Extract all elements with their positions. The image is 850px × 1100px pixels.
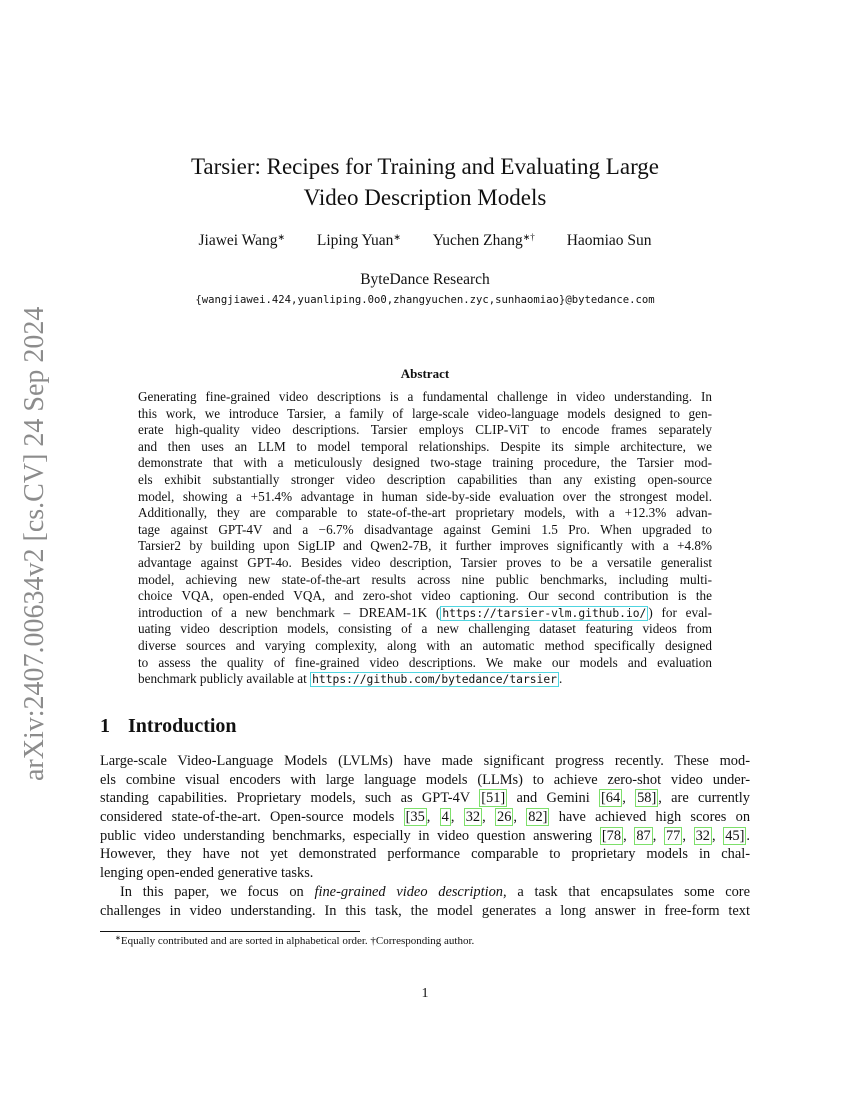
- emphasis-text: fine-grained video description: [314, 883, 503, 900]
- citation-link[interactable]: 4: [441, 809, 449, 826]
- citation-link[interactable]: 82]: [528, 809, 548, 826]
- body-line: els combine visual encoders with large language models (LLMs) to achieve zero-shot video under-: [100, 771, 750, 788]
- footnote-divider: [100, 931, 360, 932]
- body-line: standing capabilities. Proprietary models, such as GPT-4V [51] and Gemini [64 , 58] , are currently: [100, 790, 750, 807]
- citation-link[interactable]: 32: [695, 827, 710, 844]
- abstract-line: advantage against GPT-4o. Besides video description, Tarsier proves to be a versatile generalist: [138, 554, 712, 570]
- citation-link[interactable]: [78: [601, 827, 622, 844]
- abstract-line: introduction of a new benchmark – DREAM-1K ( https://tarsier-vlm.github.io/ ) for eval-: [138, 604, 713, 620]
- citation-link[interactable]: [51]: [481, 790, 506, 807]
- page-number: 1: [421, 986, 429, 1001]
- author-mark: ∗: [393, 232, 401, 242]
- arxiv-side-stamp: [5, 293, 65, 781]
- affiliation: ByteDance Research: [360, 271, 490, 288]
- arxiv-identifier: arXiv:2407.00634v2 [cs.CV] 24 Sep 2024: [19, 306, 50, 781]
- body-line: lenging open-ended generative tasks.: [100, 865, 314, 882]
- abstract-line: demonstrate that with a meticulously designed two-stage training procedure, the Tarsier mod-: [138, 455, 712, 471]
- project-page-link[interactable]: https://tarsier-vlm.github.io/: [442, 606, 647, 620]
- abstract-line: tage against GPT-4V and a −6.7% disadvantage against Gemini 1.5 Pro. When upgraded to: [138, 521, 712, 537]
- citation-link[interactable]: 45]: [725, 827, 745, 844]
- abstract-line: this work, we introduce Tarsier, a family of large-scale video-language models designed to gen-: [138, 405, 712, 421]
- author: Haomiao Sun: [566, 232, 652, 249]
- citation-link[interactable]: 87: [636, 827, 651, 844]
- abstract-body: [138, 389, 712, 688]
- abstract-line: and then uses an LLM to model temporal relationships. Despite its simple architecture, we: [138, 438, 712, 454]
- author: Liping Yuan∗: [316, 232, 401, 249]
- citation-link[interactable]: 26: [497, 809, 512, 826]
- citation-link[interactable]: 58]: [637, 790, 657, 807]
- abstract-line: model, showing a +51.4% advantage in human side-by-side evaluation over the strongest model.: [138, 488, 712, 504]
- section-title: Introduction: [128, 715, 237, 737]
- body-line: challenges in video understanding. In this task, the model generates a long answer in free-form text: [100, 902, 750, 919]
- paper-title: [120, 151, 730, 213]
- footnote-mark: ∗: [115, 934, 121, 942]
- author: Jiawei Wang∗: [198, 232, 285, 249]
- author-mark: ∗: [277, 232, 285, 242]
- abstract-line: benchmark publicly available at https://github.com/bytedance/tarsier .: [138, 671, 563, 687]
- author-list: [150, 232, 700, 250]
- title-line-2: Video Description Models: [303, 185, 547, 210]
- body-line: In this paper, we focus on fine-grained video description, a task that encapsulates some core: [120, 883, 750, 900]
- abstract-line: choice VQA, open-ended VQA, and zero-shot video captioning. Our second contribution is the: [138, 588, 712, 604]
- abstract-line: diverse sources and varying complexity, along with an automatic method specifically designed: [138, 637, 712, 653]
- citation-link[interactable]: 77: [665, 827, 681, 844]
- title-line-1: Tarsier: Recipes for Training and Evaluating Large: [190, 154, 660, 179]
- section-number: 1: [100, 715, 110, 737]
- abstract-line: Generating fine-grained video descriptions is a fundamental challenge in video understanding. In: [138, 389, 712, 404]
- abstract-line: uating video description models, consisting of a new challenging dataset featuring videos from: [138, 621, 712, 637]
- github-link[interactable]: https://github.com/bytedance/tarsier: [312, 673, 557, 687]
- author: Yuchen Zhang∗†: [432, 232, 535, 249]
- body-line: Large-scale Video-Language Models (LVLMs) have made significant progress recently. These mod-: [100, 753, 750, 769]
- abstract-line: to assess the quality of fine-grained video descriptions. We make our models and evaluation: [138, 654, 712, 670]
- section-heading: [100, 715, 400, 738]
- author-emails: {wangjiawei.424,yuanliping.0o0,zhangyuchen.zyc,sunhaomiao}@bytedance.com: [195, 294, 655, 306]
- citation-link[interactable]: [35: [405, 809, 425, 826]
- abstract-line: els exhibit substantially stronger video description capabilities than any existing open-source: [138, 471, 712, 487]
- footnote: ∗Equally contributed and are sorted in alphabetical order. †Corresponding author.: [115, 934, 475, 947]
- author-mark: ∗†: [522, 232, 535, 242]
- body-line: considered state-of-the-art. Open-source models [35 , 4 , 32 , 26 , 82] have achieved high scores on: [100, 809, 751, 826]
- abstract-line: erate high-quality video descriptions. Tarsier employs CLIP-ViT to encode frames separately: [138, 422, 712, 438]
- abstract-line: Additionally, they are comparable to state-of-the-art proprietary models, with a +12.3% advan-: [138, 505, 712, 521]
- introduction-body: [100, 752, 750, 920]
- abstract-line: model, achieving new state-of-the-art results across nine public benchmarks, including multi-: [138, 571, 712, 587]
- citation-link[interactable]: 32: [465, 809, 481, 826]
- citation-link[interactable]: [64: [601, 790, 621, 807]
- body-line: However, they have not yet demonstrated performance comparable to proprietary models in chal-: [100, 846, 750, 863]
- abstract-line: Tarsier2 by building upon SigLIP and Qwen2-7B, it further improves significantly with a +4.8%: [138, 538, 712, 554]
- body-line: public video understanding benchmarks, especially in video question answering [78 , 87 , 77 , 32 , 45] .: [100, 827, 750, 844]
- abstract-heading: Abstract: [400, 366, 450, 381]
